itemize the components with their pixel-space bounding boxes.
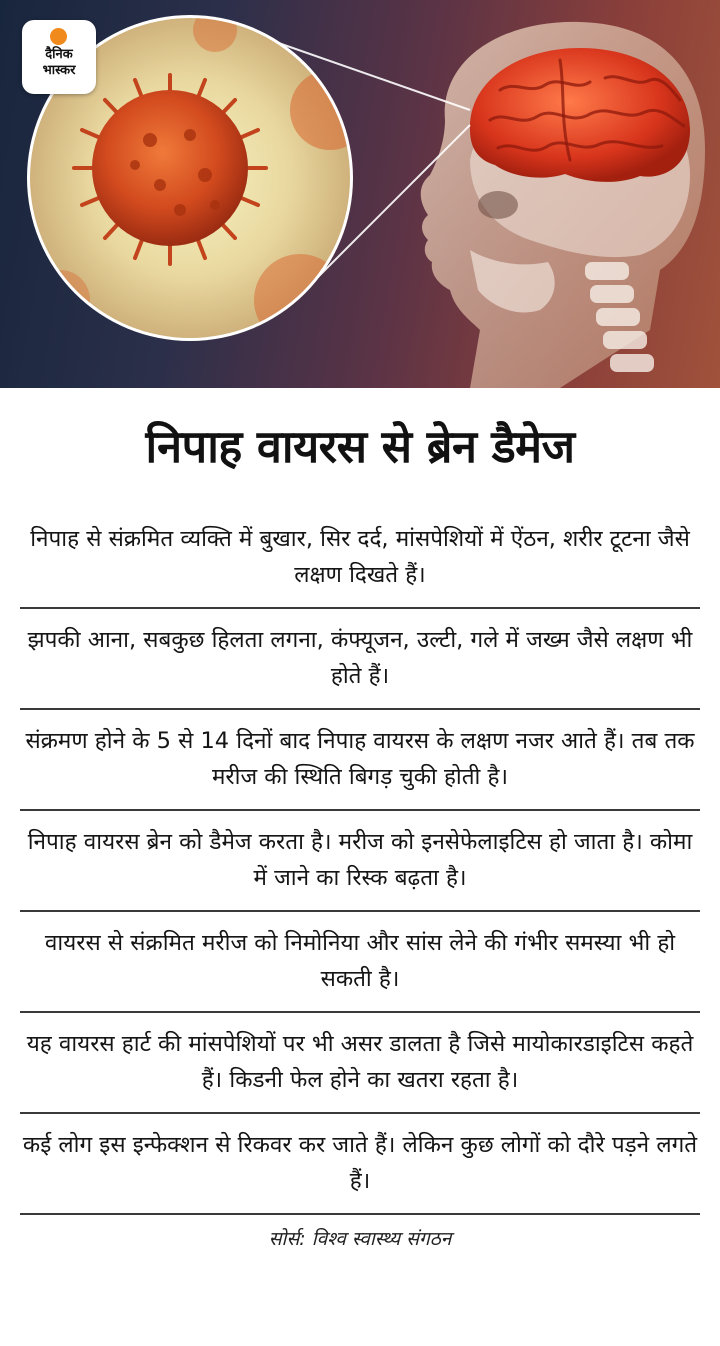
symptom-list — [20, 508, 700, 1215]
list-item: निपाह से संक्रमित व्यक्ति में बुखार, सिर दर्द, मांसपेशियों में ऐंठन, शरीर टूटना जैसे लक्षण दिखते हैं। — [20, 508, 700, 609]
list-item: निपाह वायरस ब्रेन को डैमेज करता है। मरीज को इनसेफेलाइटिस हो जाता है। कोमा में जाने का रिस्क बढ़ता है। — [20, 811, 700, 912]
source-credit: सोर्स: विश्व स्वास्थ्य संगठन — [268, 1228, 452, 1250]
list-item: संक्रमण होने के 5 से 14 दिनों बाद निपाह वायरस के लक्षण नजर आते हैं। तब तक मरीज की स्थिति बिगड़ चुकी होती है। — [20, 710, 700, 811]
sun-icon — [50, 28, 67, 45]
virus-brain-illustration — [0, 0, 720, 388]
list-item: कई लोग इस इन्फेक्शन से रिकवर कर जाते हैं। लेकिन कुछ लोगों को दौरे पड़ने लगते हैं। — [20, 1114, 700, 1215]
dainik-bhaskar-logo — [22, 20, 96, 94]
page-title: निपाह वायरस से ब्रेन डैमेज — [145, 420, 575, 473]
logo-text: दैनिक भास्कर — [42, 47, 76, 78]
list-item: वायरस से संक्रमित मरीज को निमोनिया और सांस लेने की गंभीर समस्या भी हो सकती है। — [20, 912, 700, 1013]
list-item: झपकी आना, सबकुछ हिलता लगना, कंफ्यूजन, उल्टी, गले में जख्म जैसे लक्षण भी होते हैं। — [20, 609, 700, 710]
hero-illustration — [0, 0, 720, 388]
list-item: यह वायरस हार्ट की मांसपेशियों पर भी असर डालता है जिसे मायोकारडाइटिस कहते हैं। किडनी फेल होने का खतरा रहता है। — [20, 1013, 700, 1114]
